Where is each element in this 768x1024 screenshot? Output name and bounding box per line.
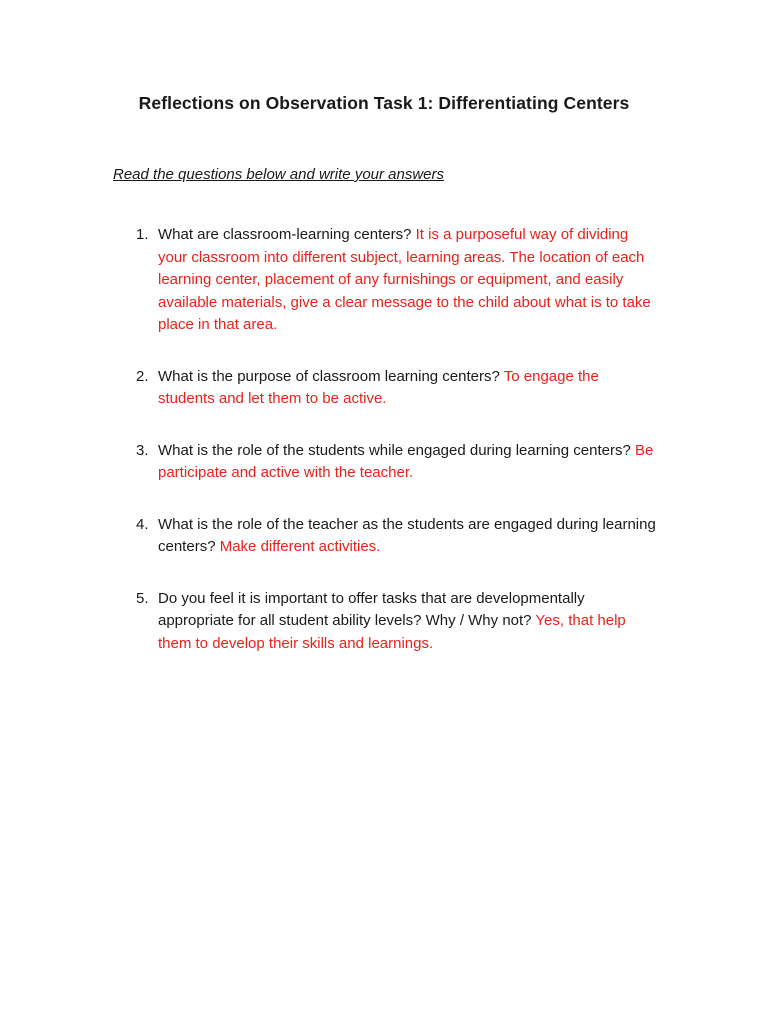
question-number: 3. xyxy=(136,441,149,459)
question-list xyxy=(0,224,768,684)
page-title: Reflections on Observation Task 1: Differentiating Centers xyxy=(138,93,630,113)
question-item-4 xyxy=(0,514,658,559)
question-text: What are classroom-learning centers? xyxy=(158,226,412,243)
answer-text: To engage the students and let them to be active. xyxy=(158,367,599,407)
question-text: Do you feel it is important to offer tasks that are developmentally appropriate for all student ability levels? Why / Why not? xyxy=(158,589,585,629)
question-number: 2. xyxy=(136,367,149,385)
answer-text: Yes, that help them to develop their skills and learnings. xyxy=(158,612,626,652)
question-text: What is the purpose of classroom learning centers? xyxy=(158,367,500,385)
answer-text: Be participate and active with the teacher. xyxy=(158,441,654,481)
question-item-5 xyxy=(0,588,658,656)
answer-text: It is a purposeful way of dividing your classroom into different subject, learning areas. The location of each learning center, placement of any furnishings or equipment, and easily available materials, give a clear message to the child about what is to take place in that area. xyxy=(158,226,651,333)
instructions: Read the questions below and write your answers xyxy=(113,166,445,183)
answer-text: Make different activities. xyxy=(219,538,381,555)
question-item-3 xyxy=(0,440,658,485)
question-text: What is the role of the students while engaged during learning centers? xyxy=(158,441,631,459)
question-item-2 xyxy=(0,366,658,411)
question-number: 4. xyxy=(136,515,149,533)
question-text: What is the role of the teacher as the students are engaged during learning centers? xyxy=(158,515,656,555)
question-item-1 xyxy=(0,224,658,337)
question-number: 5. xyxy=(136,589,149,607)
question-number: 1. xyxy=(136,226,149,243)
